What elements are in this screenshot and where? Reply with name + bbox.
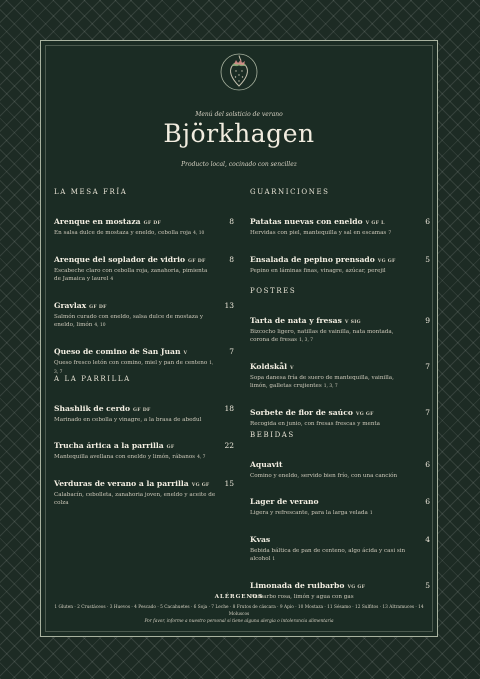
item-description: En salsa dulce de mostaza y eneldo, cebolla roja — [54, 230, 192, 236]
item-name: Arenque en mostaza — [54, 217, 141, 226]
item-name: Koldskål — [250, 362, 288, 371]
allergen-codes: 4 — [110, 277, 114, 282]
item-name: Queso de comino de San Juan — [54, 347, 181, 356]
item-price: 7 — [425, 408, 430, 417]
diet-tag: VG GF — [191, 483, 210, 488]
item-price: 6 — [425, 497, 430, 506]
allergens-note: Por favor, informe a nuestro personal si tiene alguna alergia o intolerancia alimentaria — [144, 619, 334, 624]
section-parrilla — [54, 375, 234, 516]
item-description: Hervidas con piel, mantequilla y sal en escamas — [250, 230, 387, 236]
tagline: Menú del solsticio de verano — [195, 111, 283, 118]
allergens-footer — [53, 594, 425, 624]
menu-item — [250, 247, 430, 275]
item-description: Mantequilla avellana con eneldo y limón, rábanos — [54, 454, 196, 460]
item-price: 6 — [425, 460, 430, 469]
allergen-codes: 1 — [272, 557, 276, 562]
item-price: 8 — [229, 255, 234, 264]
item-name: Ensalada de pepino prensado — [250, 255, 375, 264]
item-price: 13 — [224, 301, 234, 310]
item-description: Bebida báltica de pan de centeno, algo ácida y casi sin alcohol — [250, 548, 406, 562]
section-title: GUARNICIONES — [250, 188, 330, 196]
menu-item — [54, 209, 234, 238]
item-name: Limonada de ruibarbo — [250, 581, 345, 590]
item-price: 22 — [224, 441, 234, 450]
section-title: A LA PARRILLA — [54, 375, 131, 383]
item-description: Recogida en junio, con fresas frescas y menta — [250, 421, 381, 427]
diet-tag: GF — [166, 445, 175, 450]
item-name: Tarta de nata y fresas — [250, 316, 342, 325]
section-title: LA MESA FRÍA — [54, 188, 128, 196]
allergen-codes: 4, 10 — [94, 323, 106, 328]
menu-item — [54, 471, 234, 507]
item-description: Bizcocho ligero, natillas de vainilla, nata montada, corona de fresas — [250, 329, 394, 343]
item-description: Marinado en cebolla y vinagre, a la brasa de abedul — [54, 417, 202, 423]
item-price: 18 — [224, 404, 234, 413]
diet-tag: VG GF — [377, 259, 396, 264]
menu-item — [54, 339, 234, 377]
section-mesa-fria — [54, 188, 234, 386]
item-name: Patatas nuevas con eneldo — [250, 217, 363, 226]
section-title: POSTRES — [250, 287, 297, 295]
item-description: Sopa danesa fría de suero de mantequilla, vainilla, limón, galletas crujientes — [250, 375, 394, 389]
menu-item — [54, 433, 234, 462]
item-description: Escabeche claro con cebolla roja, zanahoria, pimienta de Jamaica y laurel — [54, 268, 208, 282]
item-price: 6 — [425, 217, 430, 226]
menu-item — [250, 527, 430, 564]
section-title: BEBIDAS — [250, 431, 295, 439]
allergen-codes: 1, 3, 7 — [54, 361, 214, 375]
item-name: Sorbete de flor de saúco — [250, 408, 353, 417]
menu-item — [250, 400, 430, 428]
item-name: Verduras de verano a la parrilla — [54, 479, 189, 488]
diet-tag: VG GF — [347, 585, 366, 590]
item-price: 5 — [425, 581, 430, 590]
item-name: Gravlax — [54, 301, 87, 310]
allergen-codes: 4, 7 — [197, 455, 206, 460]
diet-tag: GF DF — [89, 305, 107, 310]
diet-tag: GF DF — [133, 408, 151, 413]
allergen-codes: 1, 3, 7 — [323, 384, 338, 389]
diet-tag: V — [290, 366, 294, 371]
item-price: 7 — [229, 347, 234, 356]
item-name: Trucha ártica a la parrilla — [54, 441, 164, 450]
menu-card — [40, 40, 438, 637]
item-price: 5 — [425, 255, 430, 264]
menu-item — [250, 308, 430, 345]
allergen-codes: 4, 10 — [193, 231, 205, 236]
diet-tag: V GF L — [365, 221, 385, 226]
item-name: Shashlik de cerdo — [54, 404, 131, 413]
item-name: Lager de verano — [250, 497, 319, 506]
diet-tag: VG GF — [355, 412, 374, 417]
item-price: 9 — [425, 316, 430, 325]
section-bebidas — [250, 431, 430, 610]
item-description: Salmón curado con eneldo, salsa dulce de mostaza y eneldo, limón — [54, 314, 204, 328]
menu-item — [54, 396, 234, 424]
allergen-codes: 1 — [369, 511, 373, 516]
diet-tag: GF DF — [143, 221, 162, 226]
item-name: Aquavit — [250, 460, 283, 469]
menu-item — [54, 247, 234, 284]
item-description: Queso fresco letón con comino, miel y pan de centeno — [54, 360, 208, 366]
diet-tag: V SIG — [344, 320, 361, 325]
subtitle: Producto local, cocinado con sencillez — [181, 161, 297, 168]
menu-item — [54, 293, 234, 330]
item-description: Ligera y refrescante, para la larga velada — [250, 510, 368, 516]
strawberry-icon — [220, 53, 258, 91]
item-name: Kvas — [250, 535, 271, 544]
allergens-title: ALÉRGENOS — [214, 594, 264, 600]
allergen-codes: 1, 3, 7 — [299, 338, 314, 343]
menu-item — [250, 452, 430, 480]
item-price: 8 — [229, 217, 234, 226]
menu-item — [250, 489, 430, 518]
item-description: Comino y eneldo, servido bien frío, con una canción — [250, 473, 398, 479]
diet-tag: V — [183, 351, 188, 356]
menu-item — [250, 354, 430, 391]
item-price: 15 — [224, 479, 234, 488]
item-name: Arenque del soplador de vidrio — [54, 255, 186, 264]
section-guarniciones — [250, 188, 430, 284]
allergen-codes: 7 — [388, 231, 392, 236]
item-price: 4 — [425, 535, 430, 544]
item-description: Ruibarbo rosa, limón y agua con gas — [250, 594, 354, 600]
restaurant-title: Björkhagen — [163, 119, 315, 148]
menu-item — [250, 209, 430, 238]
allergens-list: 1 Gluten · 2 Crustáceos · 3 Huevos · 4 Pescado · 5 Cacahuetes · 6 Soja · 7 Leche · 8 Frutos de cáscara · 9 Apio · 10 Mostaza · 11 Sésamo · 12 Sulfitos · 13 Altramuces · 14 Moluscos — [54, 605, 424, 617]
item-price: 7 — [425, 362, 430, 371]
diet-tag: GF DF — [188, 259, 206, 264]
section-postres — [250, 287, 430, 437]
item-description: Pepino en láminas finas, vinagre, azúcar, perejil — [250, 268, 386, 274]
item-description: Calabacín, cebolleta, zanahoria joven, eneldo y aceite de colza — [54, 492, 216, 506]
